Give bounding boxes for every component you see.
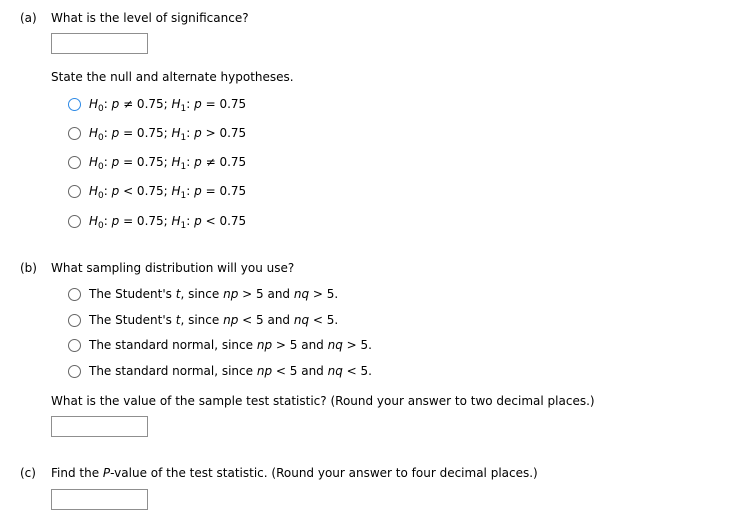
text-segment: H (171, 184, 181, 198)
option-label (89, 184, 247, 201)
hypothesis-option[interactable] (68, 125, 246, 141)
option-label (89, 287, 338, 301)
radio-button[interactable] (68, 156, 81, 169)
text-segment: nq (327, 364, 343, 378)
text-segment: The Student's (89, 313, 176, 327)
text-segment: 0 (98, 221, 104, 231)
text-segment: : (186, 97, 195, 111)
option-label (89, 126, 247, 143)
text-segment: p (194, 214, 202, 228)
hypothesis-option[interactable] (68, 96, 246, 112)
text-segment: < 5. (309, 313, 339, 327)
option-label (89, 155, 247, 172)
text-segment: H (171, 97, 181, 111)
text-segment: H (171, 126, 181, 140)
part-c-label: (c) (20, 466, 36, 480)
radio-button[interactable] (68, 288, 81, 301)
test-statistic-input[interactable] (51, 416, 148, 437)
text-segment: H (171, 214, 181, 228)
text-segment: The Student's (89, 287, 176, 301)
radio-button[interactable] (68, 314, 81, 327)
text-segment: : (103, 184, 112, 198)
part-a-question: What is the level of significance? (51, 11, 249, 25)
text-segment: ≠ 0.75; (119, 97, 172, 111)
radio-button[interactable] (68, 185, 81, 198)
significance-input[interactable] (51, 33, 148, 54)
text-segment: : (103, 155, 112, 169)
text-segment: 0 (98, 191, 104, 201)
text-segment: H (89, 155, 99, 169)
text-segment: H (171, 155, 181, 169)
text-segment: np (256, 364, 273, 378)
part-c-question (51, 465, 538, 481)
text-segment: 0 (98, 162, 104, 172)
hypothesis-option[interactable] (68, 154, 246, 170)
text-segment: = 0.75 (201, 97, 247, 111)
text-segment: : (103, 214, 112, 228)
text-segment: p (111, 184, 120, 198)
p-value-input[interactable] (51, 489, 148, 510)
hypothesis-option[interactable] (68, 213, 246, 229)
text-segment: P (102, 466, 111, 480)
text-segment: < 5. (342, 364, 372, 378)
option-label (89, 214, 247, 231)
text-segment: < 5 and (238, 313, 294, 327)
text-segment: 1 (180, 162, 187, 172)
part-b-label: (b) (20, 261, 37, 275)
test-statistic-prompt: What is the value of the sample test statistic? (Round your answer to two decimal places.) (51, 394, 595, 408)
option-label (89, 97, 247, 114)
text-segment: < 0.75 (201, 214, 247, 228)
text-segment: 1 (180, 221, 187, 231)
text-segment: p (111, 155, 120, 169)
text-segment: : (186, 155, 195, 169)
text-segment: The standard normal, since (89, 338, 257, 352)
part-b-question: What sampling distribution will you use? (51, 261, 295, 275)
text-segment: Find the (51, 466, 103, 480)
text-segment: 0 (98, 133, 104, 143)
text-segment: H (89, 214, 99, 228)
text-segment: t (175, 313, 181, 327)
text-segment: p (111, 126, 120, 140)
text-segment: = 0.75; (119, 155, 172, 169)
text-segment: t (175, 287, 181, 301)
text-segment: 1 (180, 104, 187, 114)
text-segment: H (89, 184, 99, 198)
text-segment: np (256, 338, 273, 352)
radio-button[interactable] (68, 365, 81, 378)
text-segment: > 5 and (238, 287, 294, 301)
text-segment: 1 (180, 133, 187, 143)
text-segment: H (89, 97, 99, 111)
text-segment: > 5 and (272, 338, 328, 352)
text-segment: p (194, 184, 202, 198)
radio-button[interactable] (68, 215, 81, 228)
text-segment: p (194, 126, 202, 140)
text-segment: = 0.75; (119, 214, 172, 228)
text-segment: ≠ 0.75 (201, 155, 247, 169)
text-segment: > 5. (309, 287, 339, 301)
text-segment: : (103, 97, 112, 111)
text-segment: -value of the test statistic. (Round your answer to four decimal places.) (110, 466, 538, 480)
distribution-option[interactable] (68, 337, 372, 353)
hypothesis-option[interactable] (68, 183, 246, 199)
text-segment: < 0.75; (119, 184, 172, 198)
text-segment: The standard normal, since (89, 364, 257, 378)
option-label (89, 364, 372, 378)
text-segment: 0 (98, 104, 104, 114)
part-a-label: (a) (20, 11, 37, 25)
text-segment: = 0.75 (201, 184, 247, 198)
option-label (89, 338, 372, 352)
text-segment: H (89, 126, 99, 140)
text-segment: = 0.75; (119, 126, 172, 140)
text-segment: , since (180, 313, 224, 327)
text-segment: 1 (180, 191, 187, 201)
text-segment: nq (327, 338, 343, 352)
hypotheses-prompt: State the null and alternate hypotheses. (51, 70, 294, 84)
text-segment: : (186, 214, 195, 228)
radio-button[interactable] (68, 127, 81, 140)
text-segment: > 5. (342, 338, 372, 352)
text-segment: < 5 and (272, 364, 328, 378)
text-segment: > 0.75 (201, 126, 247, 140)
text-segment: nq (293, 287, 310, 301)
text-segment: p (111, 97, 120, 111)
distribution-option[interactable] (68, 312, 338, 328)
distribution-option[interactable] (68, 363, 372, 379)
distribution-option[interactable] (68, 286, 338, 302)
text-segment: np (223, 287, 239, 301)
text-segment: p (194, 97, 202, 111)
text-segment: , since (180, 287, 224, 301)
text-segment: : (186, 184, 195, 198)
text-segment: np (223, 313, 239, 327)
radio-button[interactable] (68, 339, 81, 352)
text-segment: : (186, 126, 195, 140)
text-segment: p (111, 214, 120, 228)
radio-button[interactable] (68, 98, 81, 111)
text-segment: p (194, 155, 202, 169)
text-segment: : (103, 126, 112, 140)
text-segment: nq (293, 313, 310, 327)
option-label (89, 313, 338, 327)
